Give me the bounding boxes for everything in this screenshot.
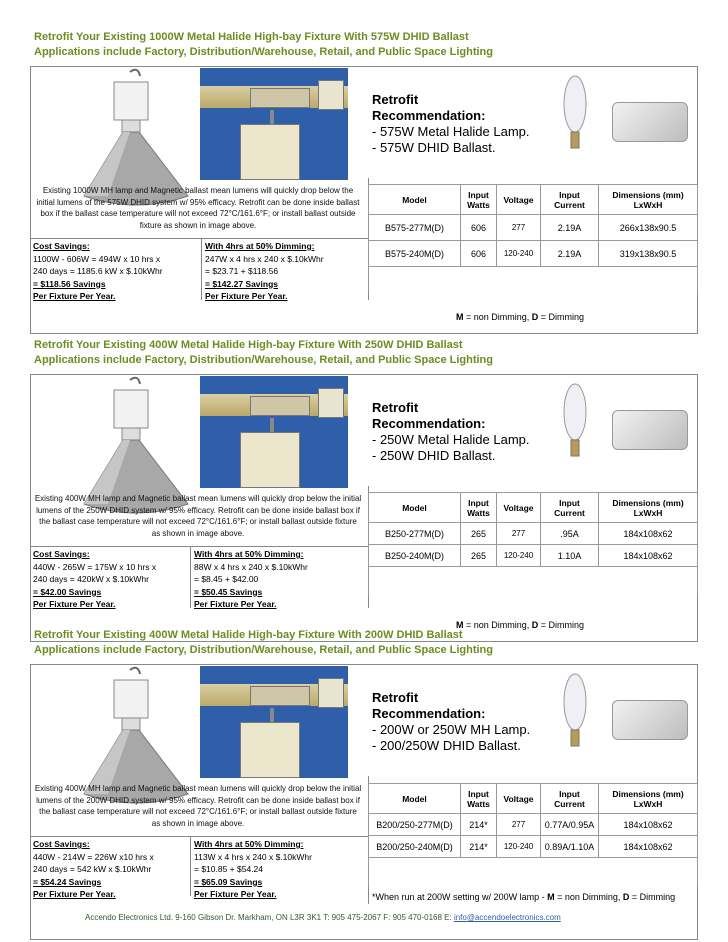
rec-ballast: - 250W DHID Ballast. <box>372 448 496 463</box>
table-cell: 184x108x62 <box>599 545 698 567</box>
rec-lamp: - 575W Metal Halide Lamp. <box>372 124 530 139</box>
section-title: Retrofit Your Existing 400W Metal Halide High-bay Fixture With 200W DHID Ballast <box>34 629 463 641</box>
table-cell: B200/250-277M(D) <box>369 814 461 836</box>
ballast-install-photo <box>200 666 348 778</box>
legend-m-text: = non Dimming, <box>463 312 532 322</box>
spec-header-row <box>369 185 698 215</box>
cost-calc-line-1: 1100W - 606W = 494W x 10 hrs x <box>33 253 161 264</box>
rec-ballast: - 575W DHID Ballast. <box>372 140 496 155</box>
description-text: Existing 1000W MH lamp and Magnetic ballast mean lumens will quickly drop below the initial lumens of the 575W DHID system w/ 95% efficacy. Retrofit can be done inside ballast box if the ballast case temperature will not exceed 72°C/161.6°F; or install ballast outside fixture as shown in image above. <box>36 186 360 230</box>
legend-d: D <box>531 312 539 322</box>
legend-d-text: = Dimming <box>538 620 585 630</box>
cost-calc-line-2: 240 days = 420kW x $.10kWhr <box>33 574 149 584</box>
col-voltage: Voltage <box>497 185 541 215</box>
dimming-savings-total: = $142.27 Savings <box>205 278 279 289</box>
ballast-image <box>612 102 688 142</box>
dimming-savings <box>194 838 312 901</box>
spec-table <box>368 184 698 293</box>
dimming-heading: With 4hrs at 50% Dimming: <box>194 549 304 559</box>
col-input-current: Input Current <box>541 185 599 215</box>
cost-per-fixture: Per Fixture Per Year. <box>33 599 116 609</box>
rec-title-1: Retrofit <box>372 92 419 107</box>
retrofit-recommendation <box>372 92 530 156</box>
footer-address: Accendo Electronics Ltd. 9-160 Gibson Dr. Markham, ON L3R 3K1 T: 905 475-2067 F: 905 470-0168 E: <box>85 913 454 922</box>
model-legend <box>456 620 584 630</box>
section-subtitle: Applications include Factory, Distribution/Warehouse, Retail, and Public Space Lighting <box>34 354 493 366</box>
lamp-image <box>560 668 590 750</box>
spec-header-row <box>369 493 698 523</box>
spec-table <box>368 783 698 886</box>
cost-savings-heading: Cost Savings: <box>33 549 90 559</box>
table-cell: 606 <box>461 241 497 267</box>
footer <box>85 913 561 922</box>
spec-header-row <box>369 784 698 814</box>
dimming-per-fixture: Per Fixture Per Year. <box>205 291 288 301</box>
dimming-heading: With 4hrs at 50% Dimming: <box>205 241 315 251</box>
rec-title-2: Recommendation: <box>372 416 486 431</box>
section-subtitle: Applications include Factory, Distribution/Warehouse, Retail, and Public Space Lighting <box>34 644 493 656</box>
dimming-calc-line-2: = $10.85 + $54.24 <box>194 864 264 874</box>
rec-lamp: - 200W or 250W MH Lamp. <box>372 722 531 737</box>
col-dimensions: Dimensions (mm) LxWxH <box>599 784 698 814</box>
cost-savings <box>33 240 163 303</box>
table-cell: 606 <box>461 215 497 241</box>
table-blank-row <box>369 567 698 595</box>
rec-title-1: Retrofit <box>372 400 419 415</box>
legend-d-text: = Dimming <box>629 892 676 902</box>
footer-email-link[interactable]: info@accendoelectronics.com <box>453 913 561 922</box>
table-blank-row <box>369 267 698 293</box>
table-cell: 266x138x90.5 <box>599 215 698 241</box>
description-text: Existing 400W MH lamp and Magnetic ballast mean lumens will quickly drop below the initial lumens of the 250W DHID system w/ 95% efficacy. Retrofit can be done inside ballast box if the ballast case temperature will not exceed 72°C/161.6°F; or install ballast outside fixture as shown in image above. <box>34 494 362 538</box>
col-model: Model <box>369 784 461 814</box>
dimming-calc-line-1: 113W x 4 hrs x 240 x $.10kWhr <box>194 851 312 862</box>
description-text: Existing 400W MH lamp and Magnetic ballast mean lumens will quickly drop below the initial lumens of the 200W DHID system w/ 95% efficacy. Retrofit can be done inside ballast box if the ballast case temperature will not exceed 72°C/161.6°F; or install ballast outside fixture as shown in image above. <box>34 784 362 828</box>
table-cell: 184x108x62 <box>599 836 698 858</box>
table-cell: 2.19A <box>541 215 599 241</box>
table-cell: 0.77A/0.95A <box>541 814 599 836</box>
col-input-watts: Input Watts <box>461 784 497 814</box>
dimming-per-fixture: Per Fixture Per Year. <box>194 889 277 899</box>
spec-table <box>368 492 698 595</box>
table-cell: B250-240M(D) <box>369 545 461 567</box>
dimming-calc-line-2: = $23.71 + $118.56 <box>205 266 279 276</box>
table-cell: 214* <box>461 814 497 836</box>
col-input-current: Input Current <box>541 493 599 523</box>
rec-lamp: - 250W Metal Halide Lamp. <box>372 432 530 447</box>
cost-savings-total: = $118.56 Savings <box>33 278 106 289</box>
cost-savings <box>33 838 154 901</box>
table-row <box>369 215 698 241</box>
table-row <box>369 814 698 836</box>
rec-title-2: Recommendation: <box>372 706 486 721</box>
dimming-savings-total: = $65.09 Savings <box>194 876 263 887</box>
table-cell: 1.10A <box>541 545 599 567</box>
ballast-image <box>612 410 688 450</box>
col-dimensions: Dimensions (mm) LxWxH <box>599 493 698 523</box>
legend-m: M <box>456 620 464 630</box>
table-cell: 277 <box>497 814 541 836</box>
legend-d: D <box>531 620 539 630</box>
table-row <box>369 241 698 267</box>
legend-m-text: = non Dimming, <box>463 620 532 630</box>
table-row <box>369 545 698 567</box>
table-cell: B200/250-240M(D) <box>369 836 461 858</box>
table-cell: B575-277M(D) <box>369 215 461 241</box>
table-cell: B250-277M(D) <box>369 523 461 545</box>
dimming-heading: With 4hrs at 50% Dimming: <box>194 839 304 849</box>
table-cell: 265 <box>461 545 497 567</box>
cost-calc-line-2: 240 days = 542 kW x $.10kWhr <box>33 864 152 874</box>
model-legend <box>456 312 584 322</box>
legend-m-text: = non Dimming, <box>554 892 623 902</box>
table-cell: B575-240M(D) <box>369 241 461 267</box>
table-cell: 2.19A <box>541 241 599 267</box>
table-cell: 277 <box>497 523 541 545</box>
lamp-image <box>560 70 590 152</box>
col-input-watts: Input Watts <box>461 185 497 215</box>
table-blank-row <box>369 858 698 886</box>
table-cell: 120-240 <box>497 545 541 567</box>
cost-calc-line-1: 440W - 265W = 175W x 10 hrs x <box>33 561 157 572</box>
legend-d-text: = Dimming <box>538 312 585 322</box>
col-voltage: Voltage <box>497 784 541 814</box>
table-cell: 0.89A/1.10A <box>541 836 599 858</box>
col-input-current: Input Current <box>541 784 599 814</box>
legend-m: M <box>456 312 464 322</box>
col-dimensions: Dimensions (mm) LxWxH <box>599 185 698 215</box>
table-cell: 214* <box>461 836 497 858</box>
retrofit-recommendation <box>372 690 530 754</box>
rec-title-1: Retrofit <box>372 690 419 705</box>
cost-calc-line-2: 240 days = 1185.6 kW x $.10kWhr <box>33 266 163 276</box>
dimming-per-fixture: Per Fixture Per Year. <box>194 599 277 609</box>
retrofit-recommendation <box>372 400 530 464</box>
dimming-calc-line-2: = $8.45 + $42.00 <box>194 574 259 584</box>
rec-title-2: Recommendation: <box>372 108 486 123</box>
section-title: Retrofit Your Existing 400W Metal Halide High-bay Fixture With 250W DHID Ballast <box>34 339 463 351</box>
cost-savings-total: = $54.24 Savings <box>33 876 102 887</box>
dimming-savings-total: = $50.45 Savings <box>194 586 263 597</box>
cost-per-fixture: Per Fixture Per Year. <box>33 889 116 899</box>
table-cell: 120-240 <box>497 836 541 858</box>
col-input-watts: Input Watts <box>461 493 497 523</box>
table-row <box>369 836 698 858</box>
cost-calc-line-1: 440W - 214W = 226W x10 hrs x <box>33 851 154 862</box>
cost-savings <box>33 548 156 611</box>
table-cell: 277 <box>497 215 541 241</box>
legend-d: D <box>622 892 630 902</box>
cost-savings-heading: Cost Savings: <box>33 241 90 251</box>
ballast-install-photo <box>200 376 348 488</box>
col-voltage: Voltage <box>497 493 541 523</box>
section-title: Retrofit Your Existing 1000W Metal Halide High-bay Fixture With 575W DHID Ballast <box>34 31 469 43</box>
dimming-calc-line-1: 247W x 4 hrs x 240 x $.10kWhr <box>205 253 324 264</box>
legend-note: *When run at 200W setting w/ 200W lamp - <box>372 892 548 902</box>
table-cell: 120-240 <box>497 241 541 267</box>
table-cell: 265 <box>461 523 497 545</box>
table-cell: .95A <box>541 523 599 545</box>
cost-savings-heading: Cost Savings: <box>33 839 90 849</box>
table-cell: 184x108x62 <box>599 814 698 836</box>
table-cell: 184x108x62 <box>599 523 698 545</box>
section-subtitle: Applications include Factory, Distribution/Warehouse, Retail, and Public Space Lighting <box>34 46 493 58</box>
dimming-savings <box>194 548 308 611</box>
ballast-image <box>612 700 688 740</box>
legend-m: M <box>547 892 555 902</box>
ballast-install-photo <box>200 68 348 180</box>
model-legend <box>372 892 675 902</box>
lamp-image <box>560 378 590 460</box>
dimming-calc-line-1: 88W x 4 hrs x 240 x $.10kWhr <box>194 561 308 572</box>
table-row <box>369 523 698 545</box>
rec-ballast: - 200/250W DHID Ballast. <box>372 738 521 753</box>
table-cell: 319x138x90.5 <box>599 241 698 267</box>
dimming-savings <box>205 240 324 303</box>
col-model: Model <box>369 185 461 215</box>
col-model: Model <box>369 493 461 523</box>
cost-savings-total: = $42.00 Savings <box>33 586 102 597</box>
cost-per-fixture: Per Fixture Per Year. <box>33 291 116 301</box>
